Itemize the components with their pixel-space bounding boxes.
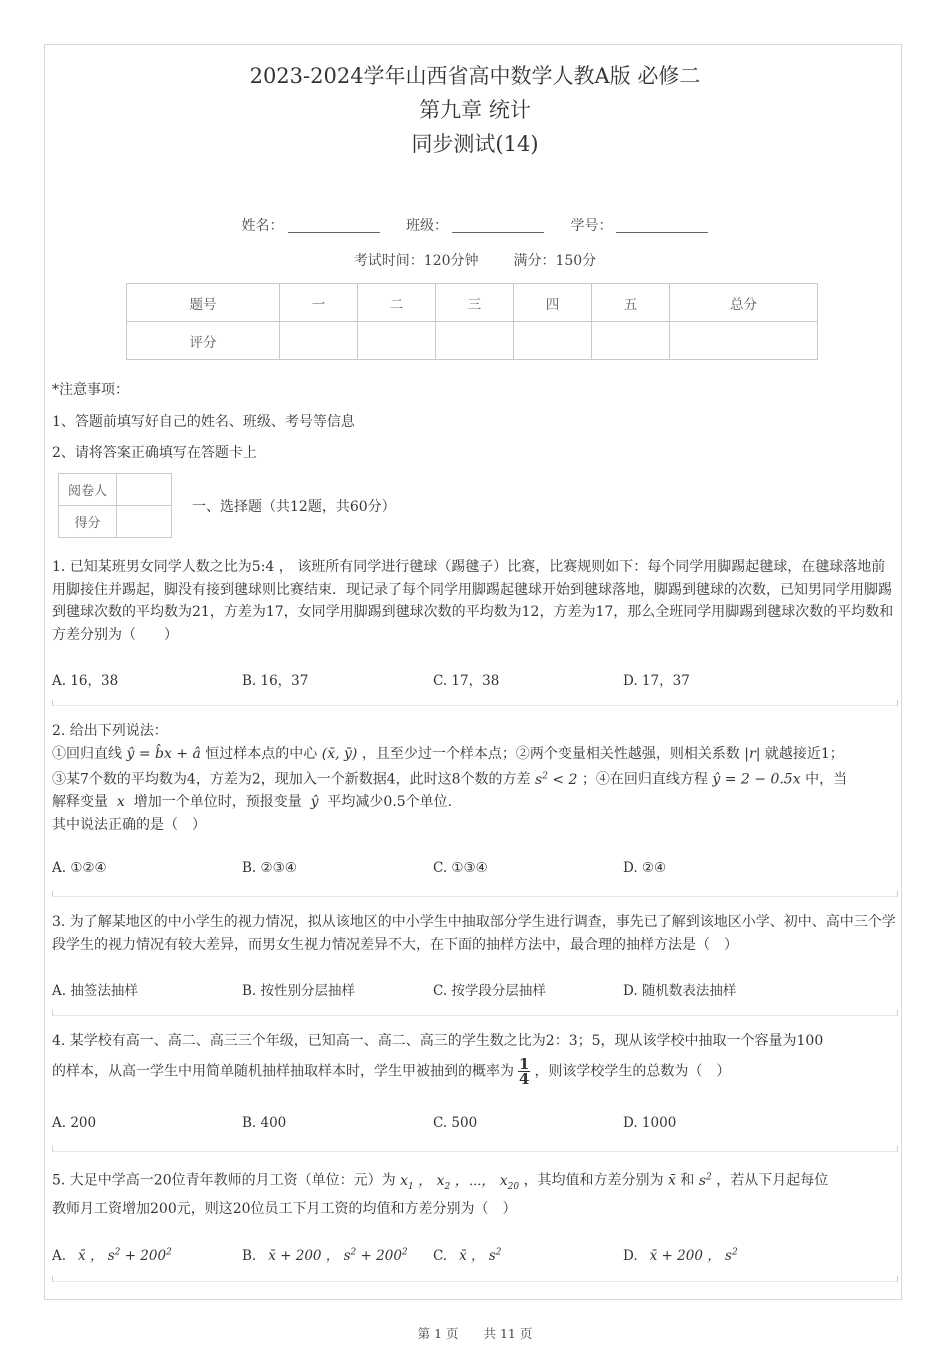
section-title: 一、选择题（共12题，共60分） (192, 499, 396, 515)
question-2-line: 2. 给出下列说法： (52, 723, 168, 739)
exam-score: 满分：150分 (513, 253, 597, 269)
q2-text: 增加一个单位时，预报变量 (133, 794, 302, 811)
notes-title: *注意事项： (52, 382, 129, 398)
abs-r-formula: |r| (744, 745, 761, 762)
option-a-formula: x̄ ， $s^2 + 200^2$ (78, 1247, 172, 1264)
q2-text: ，且至少过一个样本点；②两个变量相关性越强，则相关系数 (361, 745, 740, 762)
regression-line-formula: ŷ = b̂x + â (126, 745, 201, 762)
option-a[interactable]: A. 200 (52, 1115, 97, 1131)
exam-info (0, 250, 950, 270)
option-label: B. (242, 1248, 257, 1264)
question-2-line: 其中说法正确的是（ ） (52, 816, 206, 833)
sample-center-formula: (x̄, ȳ) (321, 745, 358, 762)
q2-text: 平均减少0.5个单位. (327, 794, 453, 811)
q4-text: 的样本，从高一学生中用简单随机抽样抽取样本时，学生甲被抽到的概率为 (52, 1063, 514, 1079)
option-a[interactable]: A. ①②④ (52, 860, 107, 876)
mean-symbol: x̄ (668, 1172, 676, 1189)
question-separator (52, 1276, 898, 1282)
score-label: 得分 (59, 506, 117, 538)
question-3-stem: 3. 为了解某地区的中小学生的视力情况，拟从该地区的中小学生中抽取部分学生进行调查，事先已了解到该地区小学、初中、高中三个学段学生的视力情况有较大差异，而男女生视力情况差异不大，在下面的抽样方法中，最合理的抽样方法是（ ） (52, 914, 896, 953)
question-1-stem: 1. 已知某班男女同学人数之比为5:4 ， 该班所有同学进行毽球（踢毽子）比赛，比赛规则如下：每个同学用脚踢起毽球，在毽球落地前用脚接住并踢起，脚没有接到毽球则比赛结束．现记录了每个同学用脚踢起毽球开始到毽球落地，脚踢到毽球的次数，已知男同学用脚踢到毽球次数的平均数为21，方差为17，女同学用脚踢到毽球次数的平均数为12，方差为17，那么全班同学用脚踢到毽球次数的平均数和方差分别为（ ） (52, 559, 894, 643)
q2-text: 就越接近1； (764, 745, 844, 762)
score-cell[interactable] (514, 322, 592, 360)
variable-x: x (112, 794, 130, 811)
score-table-row (127, 322, 818, 360)
q2-text: ①回归直线 (52, 745, 122, 762)
option-a[interactable]: A. 16，38 (52, 673, 119, 689)
score-table (126, 283, 818, 360)
q2-text: ；④在回归直线方程 (581, 771, 708, 788)
q2-text: 中，当 (805, 771, 848, 788)
q5-text: ，其均值和方差分别为 (523, 1172, 664, 1189)
option-c[interactable]: C. 500 (433, 1115, 478, 1131)
student-info (0, 215, 950, 235)
option-label: A. (52, 1248, 67, 1264)
fraction-denominator: 4 (519, 1069, 530, 1088)
variance-inequality: $s^2 < 2$ (535, 771, 578, 788)
class-label: 班级： (406, 218, 448, 234)
score-cell[interactable] (436, 322, 514, 360)
score-header-cell: 三 (436, 284, 514, 322)
question-4-line: 4. 某学校有高一、高二、高三三个年级，已知高一、高二、高三的学生数之比为2：3；5，现从该学校中抽取一个容量为100 (52, 1033, 824, 1049)
question-5-line: 教师月工资增加200元，则这20位员工下月工资的均值和方差分别为（ ） (52, 1200, 517, 1217)
fraction-numerator: 1 (519, 1054, 530, 1073)
score-header-cell: 二 (358, 284, 436, 322)
class-field[interactable] (452, 232, 544, 233)
variance-symbol: $s^2$ (698, 1172, 712, 1189)
grader-label: 阅卷人 (59, 474, 117, 506)
option-b[interactable]: B. 16，37 (242, 673, 309, 689)
grader-cell[interactable] (117, 474, 172, 506)
q5-text: 5. 大足中学高一20位青年教师的月工资（单位：元）为 (52, 1172, 396, 1189)
question-separator (52, 891, 898, 897)
score-header-cell: 四 (514, 284, 592, 322)
salary-variables: $x_1$ ， $x_2$ ，⋯， $x_{20}$ (400, 1172, 520, 1192)
page-footer: 第 1 页 共 11 页 (417, 1326, 533, 1341)
regression-equation: ŷ = 2 − 0.5x (712, 771, 801, 788)
question-2-stem (52, 720, 898, 836)
option-b[interactable] (242, 1244, 408, 1264)
title-line-1: 2023-2024学年山西省高中数学人教A版 必修二 (249, 64, 701, 88)
option-c[interactable]: C. 按学段分层抽样 (433, 983, 546, 999)
question-separator (52, 700, 898, 706)
q2-text: 恒过样本点的中心 (205, 745, 318, 762)
q4-text: ，则该学校学生的总数为（ ） (534, 1063, 731, 1079)
question-5-line (52, 1166, 898, 1198)
option-d-formula: x̄ + 200 ， $s^2$ (649, 1247, 738, 1264)
score-table-header (127, 284, 818, 322)
option-b[interactable]: B. 按性别分层抽样 (242, 983, 356, 999)
question-2-line (52, 765, 898, 791)
q2-text: 解释变量 (52, 794, 108, 811)
question-4-line (52, 1054, 898, 1088)
option-a[interactable]: A. 抽签法抽样 (52, 983, 138, 999)
note-item: 2、请将答案正确填写在答题卡上 (52, 445, 257, 461)
option-d[interactable]: D. 1000 (623, 1115, 677, 1131)
score-cell[interactable] (670, 322, 818, 360)
question-separator (52, 1146, 898, 1152)
grader-table (58, 473, 172, 538)
variable-y-hat: ŷ (306, 794, 323, 811)
title-line-2: 第九章 统计 (419, 98, 531, 122)
option-b-formula: x̄ + 200 ， $s^2 + 200^2$ (268, 1247, 408, 1264)
question-2-line (52, 791, 898, 814)
name-field[interactable] (288, 232, 380, 233)
option-b[interactable]: B. ②③④ (242, 860, 297, 876)
grader-score-cell[interactable] (117, 506, 172, 538)
score-header-cell: 一 (280, 284, 358, 322)
score-cell[interactable] (592, 322, 670, 360)
name-label: 姓名： (241, 218, 284, 234)
option-c[interactable]: C. ①③④ (433, 860, 488, 876)
option-d[interactable]: D. ②④ (623, 860, 667, 876)
option-d[interactable]: D. 随机数表法抽样 (623, 983, 737, 999)
score-cell[interactable] (280, 322, 358, 360)
question-5-stem (52, 1166, 898, 1220)
title-line-3: 同步测试(14) (411, 132, 539, 156)
option-d[interactable] (623, 1244, 738, 1264)
score-row-label: 评分 (127, 322, 280, 360)
id-label: 学号： (570, 218, 613, 234)
option-c-formula: x̄ ， $s^2$ (459, 1247, 502, 1264)
q2-text: ③某7个数的平均数为4，方差为2，现加入一个新数据4，此时这8个数的方差 (52, 771, 531, 788)
id-field[interactable] (616, 232, 708, 233)
option-c[interactable]: C. 17，38 (433, 673, 500, 689)
option-label: D. (623, 1248, 638, 1264)
question-4-stem (52, 1030, 898, 1086)
score-header-cell: 题号 (127, 284, 280, 322)
probability-fraction (518, 1054, 530, 1088)
note-item: 1、答题前填写好自己的姓名、班级、考号等信息 (52, 414, 355, 430)
q5-text: 和 (680, 1172, 695, 1189)
option-label: C. (433, 1248, 448, 1264)
option-a[interactable] (52, 1244, 172, 1264)
question-separator (52, 1010, 898, 1016)
score-header-cell: 五 (592, 284, 670, 322)
score-cell[interactable] (358, 322, 436, 360)
option-d[interactable]: D. 17，37 (623, 673, 690, 689)
score-header-cell: 总分 (670, 284, 818, 322)
question-2-line (52, 743, 898, 766)
option-c[interactable] (433, 1244, 502, 1264)
option-b[interactable]: B. 400 (242, 1115, 287, 1131)
exam-time: 考试时间：120分钟 (353, 253, 479, 269)
q5-text: ，若从下月起每位 (716, 1172, 829, 1189)
